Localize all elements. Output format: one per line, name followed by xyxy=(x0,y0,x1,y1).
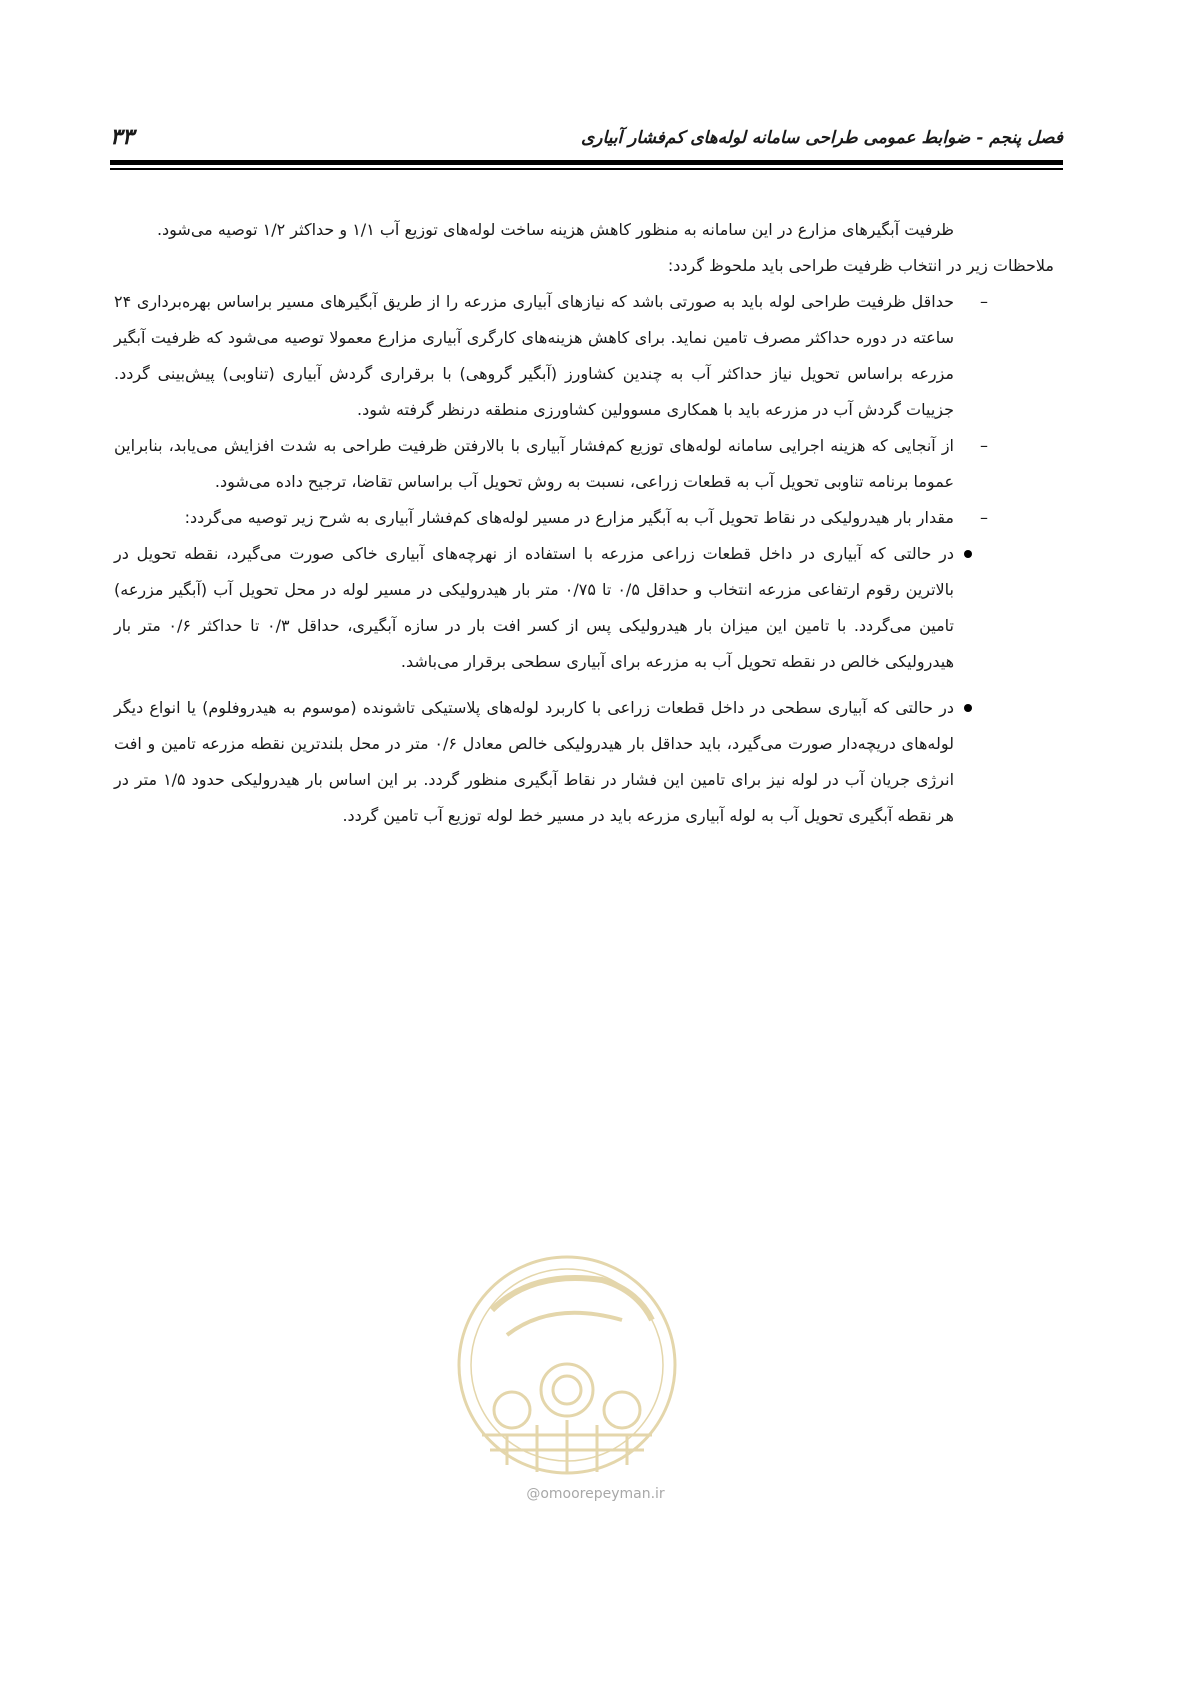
dash-marker: – xyxy=(980,292,988,311)
dash-list-item xyxy=(114,500,1054,536)
bullet-icon xyxy=(964,550,972,558)
dash-marker: – xyxy=(980,436,988,455)
dash-marker: – xyxy=(980,508,988,527)
intro-paragraph: ظرفیت آبگیرهای مزارع در این سامانه به منظور کاهش هزینه ساخت لوله‌های توزیع آب ۱/۱ و حداکثر ۱/۲ توصیه می‌شود. xyxy=(156,220,954,239)
bullet-item-text: در حالتی که آبیاری سطحی در داخل قطعات زراعی با کاربرد لوله‌های پلاستیکی تاشونده (موسوم به هیدروفلوم) یا انواع دیگر لوله‌های دریچه‌دار صورت می‌گیرد، باید حداقل بار هیدرولیکی خالص معادل ۰/۶ متر در محل بلندترین نقطه مزرعه تامین و افت انرژی جریان آب در لوله نیز برای تامین این فشار در نقاط آبگیری منظور گردد. بر این اساس بار هیدرولیکی حدود ۱/۵ متر در هر نقطه آبگیری تحویل آب به لوله آبیاری مزرعه باید در مسیر خط لوله توزیع آب تامین گردد. xyxy=(114,698,955,825)
bullet-icon xyxy=(964,704,972,712)
dash-item-text: حداقل ظرفیت طراحی لوله باید به صورتی باشد که نیازهای آبیاری مزرعه را از طریق آبگیرهای مسیر براساس بهره‌برداری ۲۴ ساعته در دوره حداکثر مصرف تامین نماید. برای کاهش هزینه‌های کارگری آبیاری مزارع معمولا توصیه می‌شود که ظرفیت آبگیر مزرعه براساس تحویل نیاز حداکثر آب به چندین کشاورز (آبگیر گروهی) با برقراری گردش آبیاری (تناوبی) پیش‌بینی گردد. جزییات گردش آب در مزرعه باید با همکاری مسوولین کشاورزی منطقه درنظر گرفته شود. xyxy=(114,292,954,419)
bullet-item-text: در حالتی که آبیاری در داخل قطعات زراعی مزرعه با استفاده از نهرچه‌های آبیاری خاکی صورت می‌گیرد، نقطه تحویل در بالاترین رقوم ارتفاعی مزرعه انتخاب و حداقل ۰/۵ تا ۰/۷۵ متر بار هیدرولیکی در مسیر لوله در محل تحویل آب (آبگیر مزرعه) تامین می‌گردد. با تامین این میزان بار هیدرولیکی پس از کسر افت بار در سازه آبگیری، حداقل ۰/۳ تا حداکثر ۰/۶ متر بار هیدرولیکی خالص در نقطه تحویل آب به مزرعه برای آبیاری سطحی برقرار می‌باشد. xyxy=(114,544,955,671)
dash-list-item xyxy=(114,428,1054,500)
page-header xyxy=(110,124,1063,158)
bullet-list-item xyxy=(114,536,1054,680)
bullet-list-item xyxy=(114,690,1054,834)
dash-item-text: مقدار بار هیدرولیکی در نقاط تحویل آب به آبگیر مزارع در مسیر لوله‌های کم‌فشار آبیاری به شرح زیر توصیه می‌گردد: xyxy=(184,508,954,527)
page-number: ۳۳ xyxy=(110,124,134,150)
page-body xyxy=(114,212,1054,834)
chapter-title: فصل پنجم - ضوابط عمومی طراحی سامانه لوله‌های کم‌فشار آبیاری xyxy=(581,128,1063,148)
considerations-heading: ملاحظات زیر در انتخاب ظرفیت طراحی باید ملحوظ گردد: xyxy=(667,256,1054,275)
watermark-url: @omoorepeyman.ir xyxy=(526,1486,665,1502)
header-rule-thick xyxy=(110,160,1063,165)
dash-item-text: از آنجایی که هزینه اجرایی سامانه لوله‌های توزیع کم‌فشار آبیاری با بالارفتن ظرفیت طراحی به شدت افزایش می‌یابد، بنابراین عموما برنامه تناوبی تحویل آب به قطعات زراعی، نسبت به روش تحویل آب براساس تقاضا، ترجیح داده می‌شود. xyxy=(114,436,954,491)
header-rule-thin xyxy=(110,168,1063,170)
watermark-logo xyxy=(452,1250,682,1485)
dash-list-item xyxy=(114,284,1054,428)
